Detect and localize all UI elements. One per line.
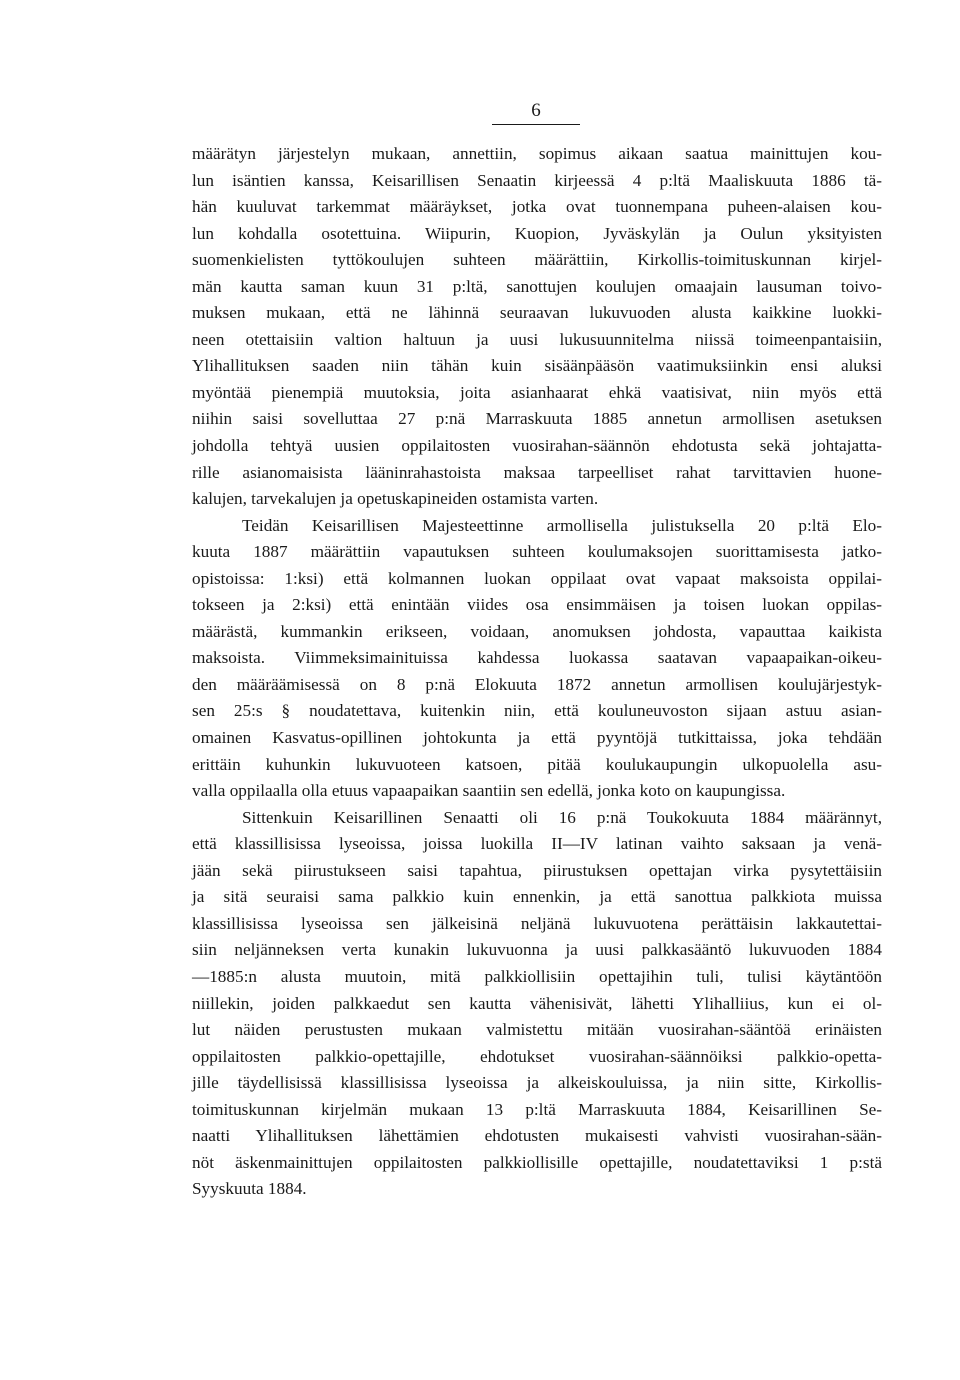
text-line: määrästä, kummankin erikseen, voidaan, anomuksen johdosta, vapauttaa kaikista	[192, 621, 882, 641]
text-line: sen 25:s § noudatettava, kuitenkin niin, että kouluneuvoston sijaan astuu asian-	[192, 701, 882, 721]
text-line: suomenkielisten tyttökoulujen suhteen määrättiin, Kirkollis-toimituskunnan kirjel-	[192, 250, 882, 270]
text-line: den määräämisessä on 8 p:nä Elokuuta 1872 annetun armollisen koulujärjestyk-	[192, 674, 882, 694]
text-line: Teidän Keisarillisen Majesteettinne armollisella julistuksella 20 p:ltä Elo-	[242, 515, 882, 535]
text-line: oppilaitosten palkkio-opettajille, ehdotukset vuosirahan-säännöiksi palkkio-opetta-	[192, 1046, 882, 1066]
text-line: valla oppilaalla olla etuus vapaapaikan saantiin sen edellä, jonka koto on kaupungissa.	[192, 781, 786, 801]
text-line: Syyskuuta 1884.	[192, 1179, 307, 1199]
text-line: kalujen, tarvekalujen ja opetuskapineiden ostamista varten.	[192, 489, 599, 509]
text-line: jään sekä piirustukseen saisi tapahtua, piirustuksen opettajan virka pysytettäisiin	[192, 860, 882, 880]
text-line: siin neljänneksen verta kunakin lukuvuonna ja uusi palkkasääntö lukuvuoden 1884	[192, 940, 882, 960]
text-line: lun isäntien kanssa, Keisarillisen Senaatin kirjeessä 4 p:ltä Maaliskuuta 1886 tä-	[192, 170, 882, 190]
text-line: lun kohdalla osotettuina. Wiipurin, Kuopion, Jyväskylän ja Oulun yksityisten	[192, 223, 882, 243]
text-line: Sittenkuin Keisarillinen Senaatti oli 16 p:nä Toukokuuta 1884 määrännyt,	[242, 807, 882, 827]
text-line: ja sitä seuraisi sama palkkio kuin ennenkin, ja että sanottua palkkiota muissa	[192, 887, 882, 907]
text-line: johdolla tehtyä uusien oppilaitosten vuosirahan-säännön ehdotusta sekä johtajatta-	[192, 436, 882, 456]
text-line: kuuta 1887 määrättiin vapautuksen suhteen koulumaksojen suorittamisesta jatko-	[192, 542, 882, 562]
text-line: rille asianomaisista lääninrahastoista maksaa tarpeelliset rahat tarvittavien huone-	[192, 462, 882, 482]
text-line: myöntää pienempiä muutoksia, joita asianhaarat ehkä vaatisivat, niin myös että	[192, 382, 882, 402]
paragraph	[192, 513, 882, 805]
text-line: toimituskunnan kirjelmän mukaan 13 p:ltä Marraskuuta 1884, Keisarillinen Se-	[192, 1099, 882, 1119]
page-number: 6	[531, 100, 541, 121]
text-line: klassillisissa lyseoissa sen jälkeisinä neljänä lukuvuotena perättäisin lakkautettai-	[192, 913, 882, 933]
paragraph	[192, 141, 882, 513]
text-line: opistoissa: 1:ksi) että kolmannen luokan oppilaat ovat vapaat maksoista oppilai-	[192, 568, 882, 588]
text-line: naatti Ylihallituksen lähettämien ehdotusten mukaisesti vahvisti vuosirahan-sään-	[192, 1126, 882, 1146]
body-text	[192, 141, 882, 1203]
paragraph	[192, 805, 882, 1203]
text-line: erittäin kuhunkin lukuvuoteen katsoen, pitää koulukaupungin ulkopuolella asu-	[192, 754, 882, 774]
text-line: neen otettaisiin valtion haltuun ja uusi lukusuunnitelma niissä toimeenpantaisiin,	[192, 329, 882, 349]
text-line: män kautta saman kuun 31 p:ltä, sanottujen koulujen omaajain lausuman toivo-	[192, 276, 882, 296]
text-line: muksen mukaan, että ne lähinnä seuraavan lukuvuoden alusta kaikkine luokki-	[192, 303, 882, 323]
text-line: lut näiden perustusten mukaan valmistettu mitään vuosirahan-sääntöä erinäisten	[192, 1020, 882, 1040]
text-line: —1885:n alusta muutoin, mitä palkkiollisiin opettajihin tuli, tulisi käytäntöön	[192, 966, 882, 986]
text-line: määrätyn järjestelyn mukaan, annettiin, sopimus aikaan saatua mainittujen kou-	[192, 144, 882, 163]
text-line: nöt äskenmainittujen oppilaitosten palkkiollisille opettajille, noudatettaviksi 1 p:stä	[192, 1152, 882, 1172]
text-line: maksoista. Viimmeksimainituissa kahdessa luokassa saatavan vapaapaikan-oikeu-	[192, 648, 882, 668]
text-line: Ylihallituksen saaden niin tähän kuin sisäänpääsön vaatimuksiinkin ensi aluksi	[192, 356, 882, 376]
text-line: omainen Kasvatus-opillinen johtokunta ja että pyyntöjä tutkittaissa, joka tehdään	[192, 728, 882, 748]
text-line: niihin saisi sovelluttaa 27 p:nä Marraskuuta 1885 annetun armollisen asetuksen	[192, 409, 882, 429]
text-line: hän kuuluvat tarkemmat määräykset, jotka ovat tuonnempana puheen-alaisen kou-	[192, 197, 882, 217]
page-number-rule	[492, 124, 580, 125]
text-line: niillekin, joiden palkkaedut sen kautta vähenisivät, lähetti Ylihalliius, kun ei ol-	[192, 993, 882, 1013]
text-line: että klassillisissa lyseoissa, joissa luokilla II—IV latinan vaihto saksaan ja venä-	[192, 834, 882, 854]
text-line: tokseen ja 2:ksi) että enintään viides osa ensimmäisen ja toisen luokan oppilas-	[192, 595, 882, 615]
text-line: jille täydellisissä klassillisissa lyseoissa ja alkeiskouluissa, ja niin sitte, Kirkollis-	[192, 1073, 882, 1093]
